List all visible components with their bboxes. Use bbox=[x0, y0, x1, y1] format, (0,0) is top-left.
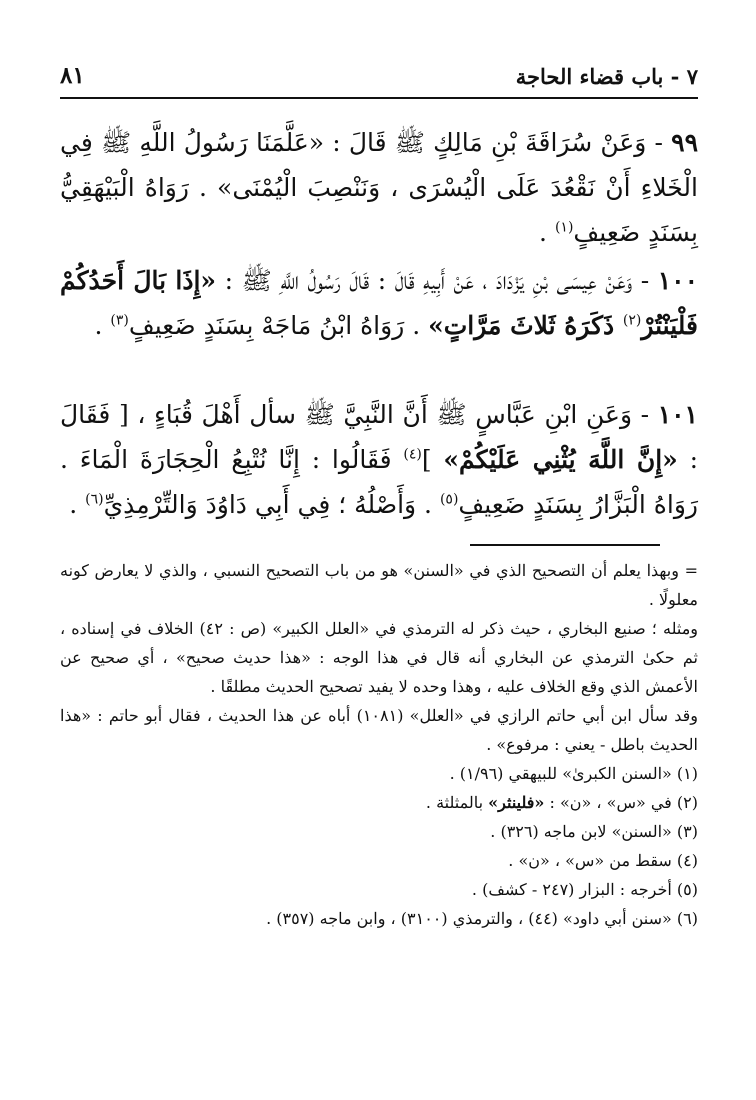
hadith-99 bbox=[60, 120, 698, 255]
footnote-2-post: بالمثلثة . bbox=[425, 793, 489, 812]
note-paragraph: = وبهذا يعلم أن التصحيح الذي في «السنن» هو من باب التصحيح النسبي ، والذي لا يعارض كونه معلولًا . bbox=[60, 561, 699, 609]
prophetic-saying-cont: ذَكَرَهُ ثَلاثَ مَرَّاتٍ» bbox=[428, 311, 623, 340]
footnote-ref: (١) bbox=[554, 219, 574, 236]
footnote-2-variant: «فلينثر» bbox=[488, 793, 545, 812]
footnote-6: (٦) «سنن أبي داود» (٤٤) ، والترمذي (٣١٠٠) ، وابن ماجه (٣٥٧) . bbox=[266, 909, 698, 928]
footnote-4: (٤) سقط من «س» ، «ن» . bbox=[508, 851, 698, 870]
footnote-ref: (٦) bbox=[85, 491, 104, 508]
chapter-title: ٧ - باب قضاء الحاجة bbox=[515, 64, 698, 89]
footnote-ref: (٥) bbox=[439, 491, 459, 508]
footnote-divider bbox=[470, 544, 660, 546]
hadith-text: . وَأَصْلُهُ ؛ فِي أَبِي دَاوُدَ وَالتِّرْمِذِيِّ bbox=[103, 490, 440, 519]
hadith-text: - وَعَنْ عِيسَى بْنِ يَزْدَادَ ، عَنْ أَبِيهِ قَالَ : قَالَ رَسُولُ اللَّهِ ﷺ : bbox=[216, 266, 658, 295]
footnotes-section bbox=[60, 556, 698, 933]
hadith-text-end: . bbox=[69, 490, 86, 519]
footnote-ref: (٢) bbox=[622, 312, 642, 329]
prophetic-saying: «إِذَا بَالَ أَحَدُكُمْ فَلْيَنْتُرْ bbox=[60, 266, 698, 340]
hadith-number: ٩٩ bbox=[671, 128, 698, 157]
running-header bbox=[60, 58, 698, 94]
note-paragraph: وقد سأل ابن أبي حاتم الرازي في «العلل» (١٠٨١) أباه عن هذا الحديث ، فقال أبو حاتم : «هذا الحديث باطل - يعني : مرفوع» . bbox=[60, 706, 699, 754]
page-number: ٨١ bbox=[60, 62, 85, 89]
hadith-text-end: . bbox=[539, 218, 555, 247]
hadith-number: ١٠١ bbox=[657, 400, 698, 429]
hadith-text: فَقَالُوا : إِنَّا نُتْبِعُ الْحِجَارَةَ الْمَاءَ . رَوَاهُ الْبَزَّارُ بِسَنَدٍ ضَعِيفٍ bbox=[60, 445, 698, 519]
hadith-text: - وَعَنِ ابْنِ عَبَّاسٍ ﷺ أَنَّ النَّبِيَّ ﷺ سأل أَهْلَ قُبَاءٍ ، [ فَقَالَ : bbox=[60, 400, 699, 474]
note-paragraph: ومثله ؛ صنيع البخاري ، حيث ذكر له الترمذي في «العلل الكبير» (ص : ٤٢) الخلاف في إسناده ، ثم حكىٰ الترمذي عن البخاري أنه قال في هذا الوجه : «هذا حديث صحيح» ، أي صحيح عن الأعمش الذي وقع الخلاف عليه ، وهذا وحده لا يفيد تصحيح الحديث مطلقًا . bbox=[60, 619, 699, 696]
footnote-3: (٣) «السنن» لابن ماجه (٣٢٦) . bbox=[490, 822, 698, 841]
prophetic-saying: «إِنَّ اللَّهَ يُثْنِي عَلَيْكُمْ» bbox=[443, 445, 678, 474]
footnote-2-pre: (٢) في «س» ، «ن» : bbox=[544, 793, 698, 812]
hadith-number: ١٠٠ bbox=[657, 266, 699, 295]
hadith-text: . رَوَاهُ ابْنُ مَاجَهْ بِسَنَدٍ ضَعِيفٍ bbox=[128, 311, 429, 340]
hadith-100 bbox=[60, 258, 698, 348]
footnote-ref: (٣) bbox=[110, 312, 129, 329]
hadith-text: - وَعَنْ سُرَاقَةَ بْنِ مَالِكٍ ﷺ قَالَ : «عَلَّمَنَا رَسُولُ اللَّهِ ﷺ فِي الْخَلاءِ أَنْ نَقْعُدَ عَلَى الْيُسْرَى ، وَنَنْصِبَ الْيُمْنَى» . رَوَاهُ الْبَيْهَقِيُّ بِسَنَدٍ ضَعِيفٍ bbox=[60, 128, 698, 247]
hadith-text-end: . bbox=[94, 311, 111, 340]
footnote-1: (١) «السنن الكبرىٰ» للبيهقي (١/٩٦) . bbox=[449, 764, 698, 783]
footnote-5: (٥) أخرجه : البزار (٢٤٧ - كشف) . bbox=[471, 880, 698, 899]
header-divider bbox=[60, 97, 698, 99]
footnote-2 bbox=[60, 788, 698, 817]
hadith-101 bbox=[60, 392, 698, 527]
footnote-ref: (٤) bbox=[403, 446, 422, 463]
bracket-close: ] bbox=[421, 445, 444, 474]
